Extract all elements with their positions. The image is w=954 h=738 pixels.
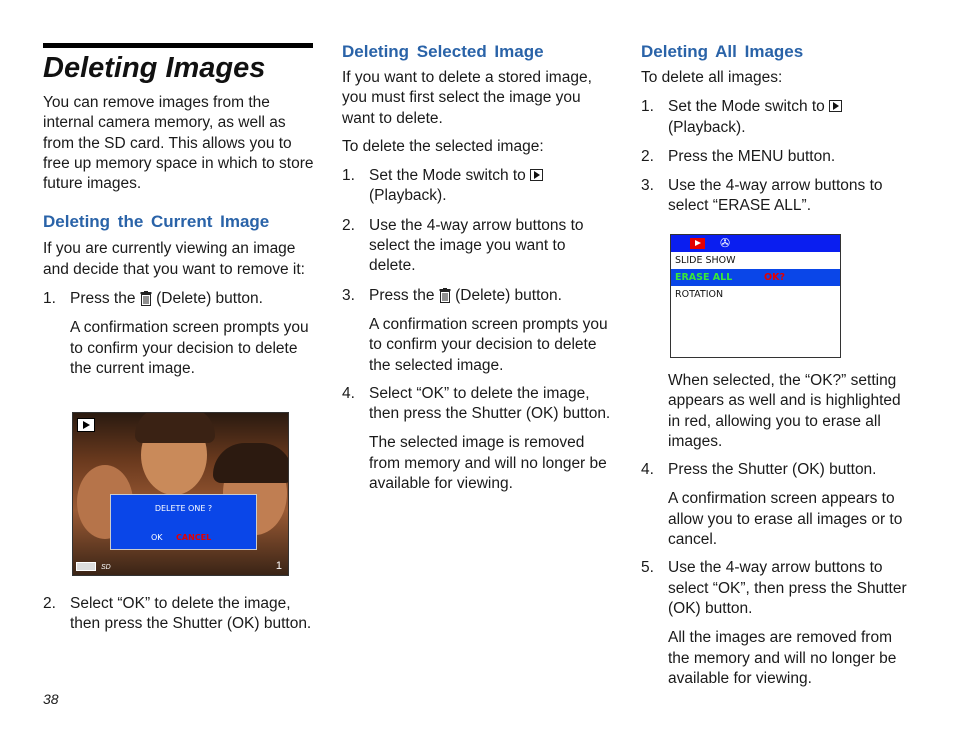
step-1: [641, 97, 913, 138]
step-text: Select “OK” to delete the image, then press the Shutter (OK) button.: [369, 384, 611, 423]
step-1: [43, 289, 315, 309]
sd-card-icon: SD: [101, 564, 111, 571]
step-number: 1.: [641, 98, 654, 116]
section-heading-current: Deleting the Current Image: [43, 212, 270, 232]
lead-text: To delete all images:: [641, 69, 783, 86]
menu-item-rotation: ROTATION: [675, 289, 724, 300]
camera-delete-screen: [72, 412, 289, 576]
trash-icon: [140, 291, 152, 306]
playback-tab-icon: [690, 238, 705, 249]
menu-tab-bar: [671, 235, 840, 252]
ok-confirm-value: OK?: [764, 272, 785, 283]
column-right: [641, 40, 913, 217]
step-text: (Playback).: [369, 187, 447, 205]
playback-icon: [77, 418, 95, 432]
step-number: 1.: [342, 167, 355, 185]
intro-paragraph: You can remove images from the internal camera memory, as well as from the SD card. This allows you to free up memory space in which to store future images.: [43, 94, 314, 193]
step-text: Use the 4-way arrow buttons to select the image you want to delete.: [369, 216, 584, 275]
step-1: [342, 166, 614, 207]
settings-tab-icon: ✇: [720, 236, 731, 250]
ok-option: OK: [151, 533, 163, 542]
photo-face: [135, 412, 215, 443]
step-4: [641, 460, 913, 480]
step-number: 2.: [43, 595, 56, 612]
playback-icon: [829, 100, 842, 112]
camera-menu-screen: [670, 234, 841, 358]
lead-text: To delete the selected image:: [342, 137, 544, 155]
menu-item-slide-show: SLIDE SHOW: [675, 255, 736, 266]
step-5: [641, 558, 913, 619]
column-middle: [342, 40, 614, 494]
step-2: [641, 147, 913, 167]
step-number: 4.: [342, 384, 355, 402]
step-text: Use the 4-way arrow buttons to select “OK”, then press the Shutter (OK) button.: [668, 559, 907, 617]
section-heading-selected: Deleting Selected Image: [342, 42, 544, 61]
delete-prompt: DELETE ONE ?: [154, 504, 213, 513]
playback-icon: [530, 169, 543, 181]
step-text: (Playback).: [668, 118, 746, 136]
page-number: 38: [43, 691, 59, 707]
step-number: 5.: [641, 559, 654, 577]
step-4: [342, 384, 614, 425]
step-4-note: A confirmation screen appears to allow you to erase all images or to cancel.: [668, 490, 903, 549]
step-text: Press the MENU button.: [668, 147, 836, 165]
step-text: (Delete) button.: [156, 290, 263, 308]
step-3-note: A confirmation screen prompts you to confirm your decision to delete the selected image.: [369, 315, 608, 374]
step-text: (Delete) button.: [455, 286, 562, 304]
step-3-note: When selected, the “OK?” setting appears as well and is highlighted in red, allowing you to erase all images.: [668, 372, 901, 450]
photo-face: [213, 443, 289, 483]
step-text: Press the: [369, 286, 435, 304]
column-left: [43, 40, 315, 379]
cancel-option: CANCEL: [176, 533, 212, 542]
battery-icon: [76, 562, 96, 571]
section-intro: If you are currently viewing an image and decide that you want to remove it:: [43, 240, 305, 278]
step-number: 3.: [641, 177, 654, 195]
section-intro: If you want to delete a stored image, you must first select the image you want to delete.: [342, 69, 592, 127]
page-title: Deleting Images: [43, 52, 266, 84]
section-heading-all: Deleting All Images: [641, 42, 804, 61]
step-number: 1.: [43, 290, 56, 308]
step-1-note: A confirmation screen prompts you to confirm your decision to delete the current image.: [70, 319, 309, 377]
step-4-note: The selected image is removed from memory and will no longer be available for viewing.: [369, 434, 607, 493]
delete-dialog: [110, 494, 257, 550]
step-text: Press the Shutter (OK) button.: [668, 461, 877, 479]
step-text: Use the 4-way arrow buttons to select “ERASE ALL”.: [668, 177, 883, 215]
step-number: 2.: [641, 147, 654, 165]
step-2: [342, 216, 614, 277]
step-3: [342, 286, 614, 306]
trash-icon: [439, 288, 451, 303]
menu-item-erase-all: ERASE ALL OK?: [671, 269, 840, 286]
step-3: [641, 176, 913, 217]
step-text: Set the Mode switch to: [668, 98, 825, 116]
step-5-note: All the images are removed from the memory and will no longer be available for viewing.: [668, 629, 897, 687]
step-2: [43, 594, 315, 635]
step-text: Select “OK” to delete the image, then press the Shutter (OK) button.: [70, 595, 312, 633]
image-count: 1: [275, 560, 282, 572]
step-number: 2.: [342, 216, 355, 234]
step-number: 3.: [342, 286, 355, 304]
step-text: Press the: [70, 290, 136, 308]
column-right-lower: [641, 371, 913, 689]
title-rule: [43, 43, 313, 48]
step-text: Set the Mode switch to: [369, 167, 526, 185]
step-number: 4.: [641, 461, 654, 479]
